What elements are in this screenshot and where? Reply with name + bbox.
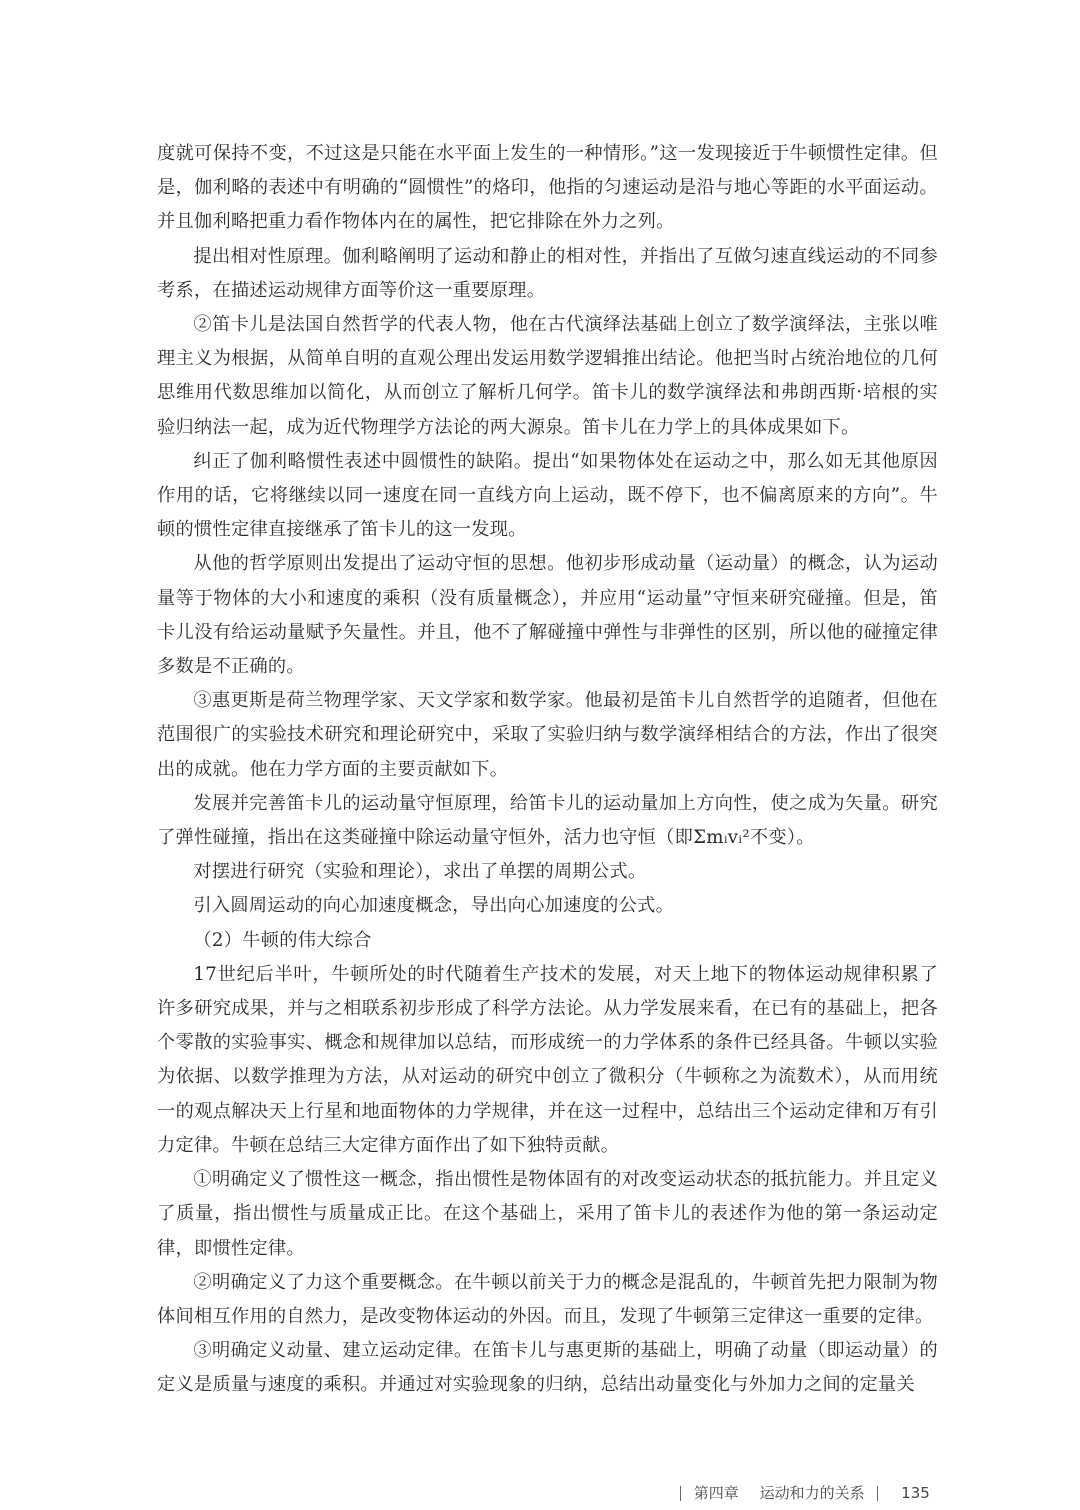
paragraph: 对摆进行研究（实验和理论），求出了单摆的周期公式。: [193, 861, 647, 883]
page-footer: [680, 1482, 950, 1506]
paragraph: ③惠更斯是荷兰物理学家、天文学家和数学家。他最初是笛卡儿自然哲学的追随者，但他在范围很广的实验技术研究和理论研究中，采取了实验归纳与数学演绎相结合的方法，作出了很突出的成就。他在力学方面的主要贡献如下。: [157, 690, 938, 780]
body-text: [157, 137, 938, 1403]
paragraph: 发展并完善笛卡儿的运动量守恒原理，给笛卡儿的运动量加上方向性，使之成为矢量。研究了弹性碰撞，指出在这类碰撞中除运动量守恒外，活力也守恒（即Σmᵢvᵢ²不变）。: [157, 792, 938, 849]
section-heading: （2）牛顿的伟大综合: [193, 929, 372, 951]
footer-chapter-title: 运动和力的关系: [759, 1484, 865, 1502]
page-number: 135: [901, 1484, 930, 1502]
paragraph: 从他的哲学原则出发提出了运动守恒的思想。他初步形成动量（运动量）的概念，认为运动量等于物体的大小和速度的乘积（没有质量概念），并应用“运动量”守恒来研究碰撞。但是，笛卡儿没有给运动量赋予矢量性。并且，他不了解碰撞中弹性与非弹性的区别，所以他的碰撞定律多数是不正确的。: [157, 553, 938, 678]
paragraph: 引入圆周运动的向心加速度概念，导出向心加速度的公式。: [193, 895, 675, 917]
paragraph: 度就可保持不变，不过这是只能在水平面上发生的一种情形。”这一发现接近于牛顿惯性定律。但是，伽利略的表述中有明确的“圆惯性”的烙印，他指的匀速运动是沿与地心等距的水平面运动。并且伽利略把重力看作物体内在的属性，把它排除在外力之列。: [157, 143, 938, 233]
paragraph: ②笛卡儿是法国自然哲学的代表人物，他在古代演绎法基础上创立了数学演绎法，主张以唯理主义为根据，从简单自明的直观公理出发运用数学逻辑推出结论。他把当时占统治地位的几何思维用代数思维加以简化，从而创立了解析几何学。笛卡儿的数学演绎法和弗朗西斯·培根的实验归纳法一起，成为近代物理学方法论的两大源泉。笛卡儿在力学上的具体成果如下。: [157, 314, 938, 438]
footer-chapter: 第四章: [693, 1484, 739, 1502]
paragraph: 提出相对性原理。伽利略阐明了运动和静止的相对性，并指出了互做匀速直线运动的不同参考系，在描述运动规律方面等价这一重要原理。: [157, 245, 938, 301]
paragraph: 纠正了伽利略惯性表述中圆惯性的缺陷。提出“如果物体处在运动之中，那么如无其他原因作用的话，它将继续以同一速度在同一直线方向上运动，既不停下，也不偏离原来的方向”。牛顿的惯性定律直接继承了笛卡儿的这一发现。: [157, 450, 938, 541]
footer-divider: [877, 1486, 878, 1501]
paragraph: ③明确定义动量、建立运动定律。在笛卡儿与惠更斯的基础上，明确了动量（即运动量）的定义是质量与速度的乘积。并通过对实验现象的归纳，总结出动量变化与外加力之间的定量关: [157, 1340, 938, 1396]
footer-divider: [680, 1486, 681, 1501]
paragraph: ①明确定义了惯性这一概念，指出惯性是物体固有的对改变运动状态的抵抗能力。并且定义了质量，指出惯性与质量成正比。在这个基础上，采用了笛卡儿的表述作为他的第一条运动定律，即惯性定律。: [157, 1169, 938, 1259]
paragraph: 17世纪后半叶，牛顿所处的时代随着生产技术的发展，对天上地下的物体运动规律积累了许多研究成果，并与之相联系初步形成了科学方法论。从力学发展来看，在已有的基础上，把各个零散的实验事实、概念和规律加以总结，而形成统一的力学体系的条件已经具备。牛顿以实验为依据、以数学推理为方法，从对运动的研究中创立了微积分（牛顿称之为流数术），从而用统一的观点解决天上行星和地面物体的力学规律，并在这一过程中，总结出三个运动定律和万有引力定律。牛顿在总结三大定律方面作出了如下独特贡献。: [157, 963, 938, 1156]
paragraph: ②明确定义了力这个重要概念。在牛顿以前关于力的概念是混乱的，牛顿首先把力限制为物体间相互作用的自然力，是改变物体运动的外因。而且，发现了牛顿第三定律这一重要的定律。: [157, 1271, 938, 1327]
